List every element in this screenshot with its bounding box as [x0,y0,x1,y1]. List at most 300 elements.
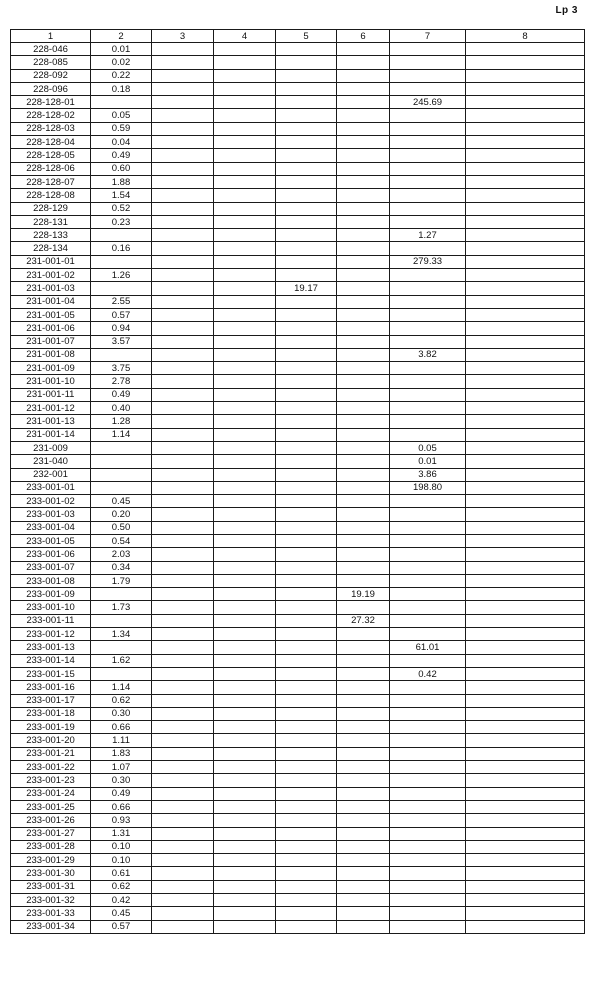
table-cell [390,894,466,907]
table-cell [152,56,214,69]
table-row [11,521,585,534]
table-row [11,242,585,255]
table-cell [466,747,585,760]
table-cell [152,149,214,162]
table-row [11,43,585,56]
row-id-cell: 233-001-20 [11,734,91,747]
table-cell [276,694,337,707]
table-cell [276,721,337,734]
column-header: 5 [276,30,337,43]
table-row [11,96,585,109]
table-cell [152,335,214,348]
table-cell [276,814,337,827]
table-cell [276,348,337,361]
table-cell [152,721,214,734]
table-cell [466,348,585,361]
row-id-cell: 231-001-13 [11,415,91,428]
table-cell [276,681,337,694]
table-row [11,269,585,282]
table-cell [276,468,337,481]
row-id-cell: 231-001-07 [11,335,91,348]
table-cell [214,827,276,840]
row-id-cell: 233-001-01 [11,481,91,494]
table-cell [152,96,214,109]
table-cell [276,561,337,574]
table-cell [152,641,214,654]
table-cell [214,43,276,56]
table-row [11,508,585,521]
table-cell [152,614,214,627]
table-cell [466,761,585,774]
table-cell [152,588,214,601]
row-id-cell: 228-133 [11,229,91,242]
table-cell [390,375,466,388]
table-row [11,122,585,135]
table-cell [276,455,337,468]
table-cell [276,229,337,242]
table-cell [214,734,276,747]
table-row [11,548,585,561]
table-row [11,375,585,388]
row-id-cell: 233-001-26 [11,814,91,827]
table-cell [466,175,585,188]
table-cell [466,468,585,481]
table-cell: 2.55 [91,295,152,308]
header-row [11,30,585,43]
table-cell [152,375,214,388]
table-cell [466,894,585,907]
table-cell [466,508,585,521]
table-cell [214,428,276,441]
table-cell [337,308,390,321]
table-cell: 0.66 [91,721,152,734]
table-cell [214,202,276,215]
table-cell [91,641,152,654]
table-row [11,455,585,468]
table-cell [152,601,214,614]
table-cell [337,43,390,56]
table-cell [390,880,466,893]
table-row [11,295,585,308]
table-cell [152,322,214,335]
table-cell [152,122,214,135]
table-cell: 0.50 [91,521,152,534]
table-cell [152,747,214,760]
table-cell [214,468,276,481]
table-row [11,614,585,627]
table-cell [91,255,152,268]
table-cell [276,136,337,149]
table-cell [152,521,214,534]
table-cell [276,175,337,188]
table-cell: 0.10 [91,854,152,867]
table-cell: 3.57 [91,335,152,348]
column-header: 6 [337,30,390,43]
row-id-cell: 233-001-29 [11,854,91,867]
table-cell [337,402,390,415]
table-cell [214,534,276,547]
table-cell [214,880,276,893]
table-row [11,787,585,800]
table-cell [337,707,390,720]
table-cell: 1.83 [91,747,152,760]
table-cell [337,455,390,468]
table-cell [276,415,337,428]
table-cell: 0.05 [91,109,152,122]
table-cell [390,548,466,561]
table-cell: 1.62 [91,654,152,667]
table-cell [337,229,390,242]
table-cell [337,335,390,348]
table-cell [152,295,214,308]
table-cell: 0.61 [91,867,152,880]
table-cell [214,162,276,175]
table-row [11,468,585,481]
row-id-cell: 231-001-02 [11,269,91,282]
row-id-cell: 233-001-16 [11,681,91,694]
table-cell: 0.49 [91,787,152,800]
table-cell [152,867,214,880]
table-cell [152,136,214,149]
row-id-cell: 228-096 [11,82,91,95]
table-cell: 0.52 [91,202,152,215]
table-cell [152,441,214,454]
table-cell [214,282,276,295]
table-cell: 0.22 [91,69,152,82]
table-cell [390,295,466,308]
table-row [11,774,585,787]
table-cell [466,149,585,162]
table-cell [152,707,214,720]
table-cell [337,574,390,587]
table-cell [276,96,337,109]
table-cell [466,82,585,95]
table-cell [276,548,337,561]
table-cell [466,774,585,787]
table-cell [466,215,585,228]
table-cell [337,96,390,109]
row-id-cell: 231-001-11 [11,388,91,401]
table-cell [466,122,585,135]
table-cell [276,215,337,228]
table-cell [152,308,214,321]
row-id-cell: 233-001-27 [11,827,91,840]
table-cell [214,774,276,787]
table-cell [214,628,276,641]
table-cell [276,82,337,95]
table-row [11,441,585,454]
table-cell [337,800,390,813]
table-cell [466,561,585,574]
table-row [11,654,585,667]
table-row [11,495,585,508]
row-id-cell: 233-001-19 [11,721,91,734]
row-id-cell: 231-001-14 [11,428,91,441]
table-cell [390,495,466,508]
row-id-cell: 233-001-31 [11,880,91,893]
table-cell [337,269,390,282]
table-cell [214,149,276,162]
table-cell [337,388,390,401]
table-cell [390,202,466,215]
table-cell [390,175,466,188]
table-row [11,229,585,242]
table-cell: 1.26 [91,269,152,282]
table-cell [152,43,214,56]
table-cell [390,109,466,122]
table-cell [390,761,466,774]
table-cell [152,827,214,840]
table-cell [91,282,152,295]
table-cell [276,667,337,680]
table-cell: 1.79 [91,574,152,587]
table-cell: 279.33 [390,255,466,268]
row-id-cell: 233-001-07 [11,561,91,574]
table-cell [466,654,585,667]
table-cell [152,814,214,827]
table-row [11,149,585,162]
table-cell [152,654,214,667]
table-cell [390,654,466,667]
table-cell [152,162,214,175]
table-row [11,189,585,202]
table-cell [152,455,214,468]
table-row [11,69,585,82]
table-cell [214,175,276,188]
table-cell [337,814,390,827]
table-cell [337,628,390,641]
column-header: 3 [152,30,214,43]
row-id-cell: 228-046 [11,43,91,56]
table-cell [390,189,466,202]
table-cell [337,295,390,308]
table-cell [214,840,276,853]
table-cell: 3.86 [390,468,466,481]
row-id-cell: 233-001-11 [11,614,91,627]
table-cell [390,362,466,375]
table-cell [466,641,585,654]
table-cell [276,880,337,893]
table-cell: 0.45 [91,495,152,508]
table-row [11,628,585,641]
table-cell [152,787,214,800]
table-cell: 0.42 [91,894,152,907]
column-header: 1 [11,30,91,43]
table-cell [337,654,390,667]
table-cell [276,894,337,907]
table-cell [214,574,276,587]
table-cell [214,189,276,202]
table-cell [276,402,337,415]
table-cell: 198.80 [390,481,466,494]
table-cell [214,122,276,135]
table-cell [337,441,390,454]
table-cell: 61.01 [390,641,466,654]
table-row [11,867,585,880]
table-cell [276,654,337,667]
table-cell [390,149,466,162]
table-cell [152,242,214,255]
table-cell [276,162,337,175]
table-cell [390,215,466,228]
table-body [11,43,585,934]
table-cell: 0.45 [91,907,152,920]
table-cell [214,800,276,813]
table-cell: 0.10 [91,840,152,853]
table-cell [91,468,152,481]
table-cell [276,56,337,69]
table-cell [466,481,585,494]
table-cell: 0.57 [91,308,152,321]
table-cell [276,109,337,122]
row-id-cell: 233-001-02 [11,495,91,508]
table-cell: 0.34 [91,561,152,574]
table-cell: 1.54 [91,189,152,202]
table-row [11,761,585,774]
table-cell [466,362,585,375]
table-cell [466,388,585,401]
table-cell [390,534,466,547]
table-cell [337,149,390,162]
table-cell: 0.59 [91,122,152,135]
table-cell: 0.30 [91,774,152,787]
table-row [11,667,585,680]
table-cell [214,894,276,907]
table-cell: 1.88 [91,175,152,188]
table-cell [390,82,466,95]
table-cell [152,561,214,574]
table-cell [276,122,337,135]
table-cell [276,388,337,401]
table-row [11,215,585,228]
row-id-cell: 228-128-01 [11,96,91,109]
table-cell [390,122,466,135]
table-cell [152,282,214,295]
table-cell [466,787,585,800]
table-cell [337,561,390,574]
table-row [11,641,585,654]
table-cell [152,481,214,494]
table-cell [337,601,390,614]
row-id-cell: 231-001-04 [11,295,91,308]
table-cell [276,69,337,82]
table-cell [466,867,585,880]
table-cell [152,667,214,680]
table-cell [337,242,390,255]
table-cell: 0.30 [91,707,152,720]
table-cell: 0.23 [91,215,152,228]
page-label: Lp 3 [555,5,578,16]
table-cell [214,814,276,827]
row-id-cell: 233-001-30 [11,867,91,880]
table-cell [276,308,337,321]
table-cell: 1.73 [91,601,152,614]
table-cell [152,109,214,122]
table-cell [214,136,276,149]
table-cell [214,707,276,720]
table-cell [214,308,276,321]
table-cell: 0.04 [91,136,152,149]
row-id-cell: 231-001-01 [11,255,91,268]
table-cell [214,242,276,255]
table-cell [214,654,276,667]
table-cell [276,362,337,375]
table-cell [466,721,585,734]
table-cell: 1.31 [91,827,152,840]
table-cell [152,69,214,82]
table-cell [276,508,337,521]
table-cell [276,628,337,641]
table-cell [337,189,390,202]
table-header [11,30,585,43]
row-id-cell: 233-001-04 [11,521,91,534]
table-cell [466,56,585,69]
table-cell [214,854,276,867]
table-row [11,854,585,867]
table-cell [214,255,276,268]
table-cell [214,322,276,335]
table-cell [276,734,337,747]
table-cell [214,229,276,242]
table-cell [276,920,337,933]
table-cell [466,920,585,933]
table-cell [390,561,466,574]
table-cell [466,428,585,441]
table-cell [390,242,466,255]
table-cell [152,202,214,215]
table-cell [390,56,466,69]
table-cell [152,534,214,547]
table-cell [276,840,337,853]
table-cell [91,229,152,242]
table-row [11,109,585,122]
row-id-cell: 233-001-23 [11,774,91,787]
table-cell [152,880,214,893]
table-cell [276,375,337,388]
table-cell [390,43,466,56]
table-cell [152,907,214,920]
table-cell: 1.14 [91,681,152,694]
row-id-cell: 231-001-12 [11,402,91,415]
row-id-cell: 231-040 [11,455,91,468]
table-cell [466,96,585,109]
table-cell [152,229,214,242]
table-cell [390,867,466,880]
row-id-cell: 231-009 [11,441,91,454]
table-cell [337,867,390,880]
table-cell [337,681,390,694]
table-cell [91,96,152,109]
table-cell [214,588,276,601]
table-cell [152,175,214,188]
table-cell [466,43,585,56]
table-cell: 1.07 [91,761,152,774]
table-row [11,920,585,933]
table-row [11,601,585,614]
table-cell [390,136,466,149]
table-cell: 0.93 [91,814,152,827]
table-cell [276,707,337,720]
table-cell [152,388,214,401]
table-row [11,561,585,574]
table-cell [466,880,585,893]
table-cell [390,854,466,867]
table-cell: 19.17 [276,282,337,295]
row-id-cell: 231-001-08 [11,348,91,361]
table-cell [337,136,390,149]
table-cell [214,641,276,654]
table-cell [390,840,466,853]
